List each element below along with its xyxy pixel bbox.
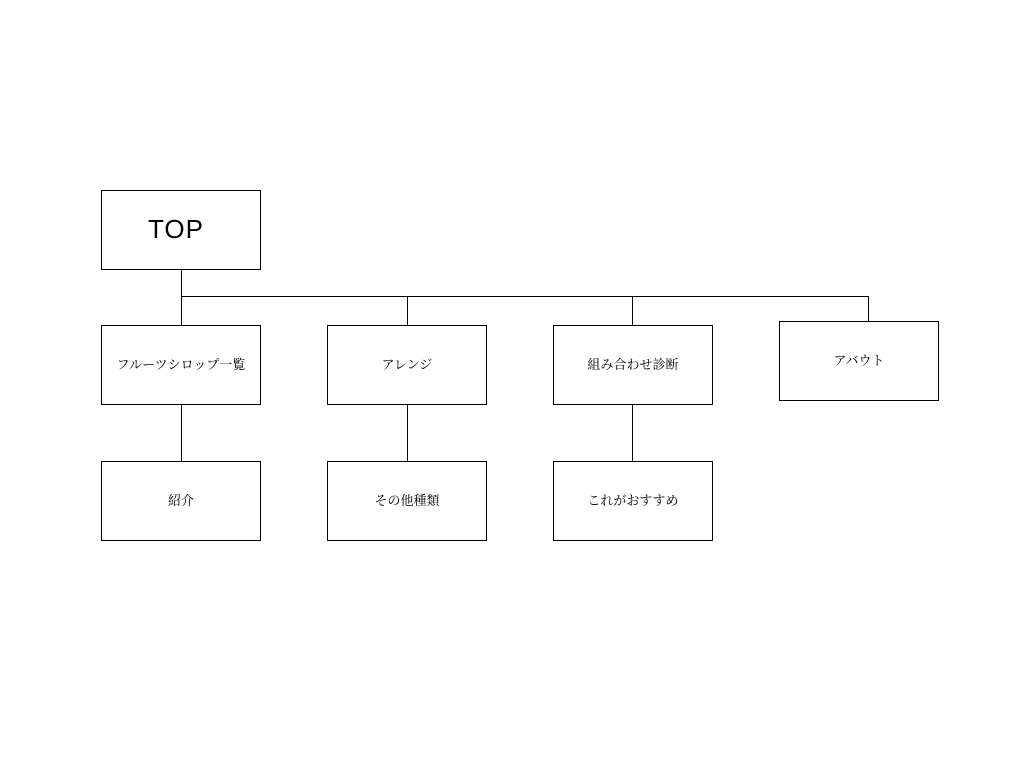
connector-node1-to-child — [181, 405, 182, 461]
node-introduction-label: 紹介 — [167, 492, 194, 508]
connector-bus-to-node-3 — [632, 296, 633, 325]
node-combination-diagnosis[interactable] — [553, 325, 713, 405]
connector-root-down — [181, 270, 182, 297]
node-other-varieties-label: その他種類 — [374, 492, 440, 508]
node-recommended[interactable] — [553, 461, 713, 541]
node-top-label: TOP — [148, 214, 204, 245]
node-top[interactable] — [101, 190, 261, 270]
connector-horizontal-bus — [181, 296, 869, 297]
node-about[interactable] — [779, 321, 939, 401]
node-recommended-label: これがおすすめ — [587, 492, 679, 508]
connector-node3-to-child — [632, 405, 633, 461]
connector-node2-to-child — [407, 405, 408, 461]
node-combination-diagnosis-label: 組み合わせ診断 — [587, 356, 679, 372]
connector-bus-to-node-2 — [407, 296, 408, 325]
node-about-label: アバウト — [833, 352, 885, 368]
node-arrange-label: アレンジ — [381, 356, 433, 372]
node-fruit-syrup-list-label: フルーツシロップ一覧 — [116, 356, 246, 372]
node-introduction[interactable] — [101, 461, 261, 541]
node-fruit-syrup-list[interactable] — [101, 325, 261, 405]
node-other-varieties[interactable] — [327, 461, 487, 541]
connector-bus-to-node-1 — [181, 296, 182, 325]
node-arrange[interactable] — [327, 325, 487, 405]
